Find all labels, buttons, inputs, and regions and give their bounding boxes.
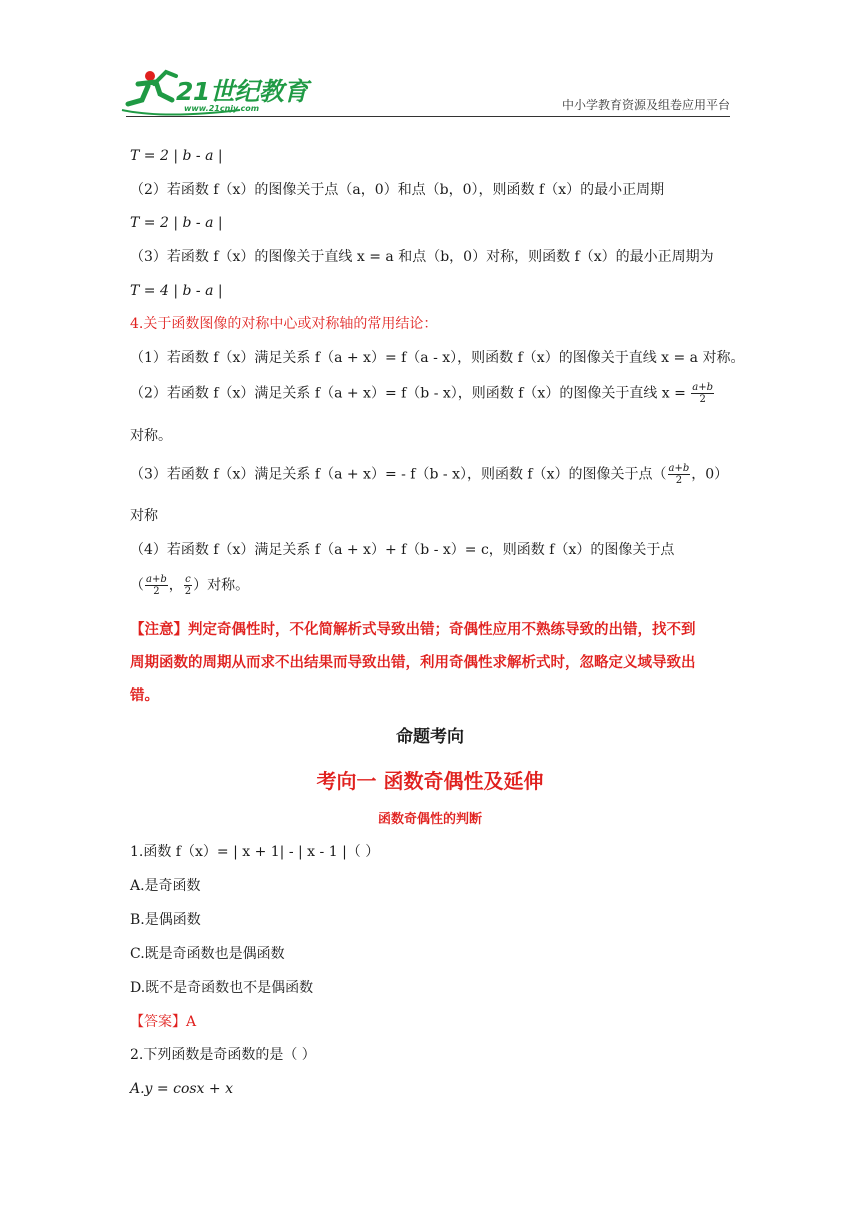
text-line: T = 2 | b - a | bbox=[130, 148, 223, 164]
question-2: 2.下列函数是奇函数的是（ ） bbox=[130, 1047, 316, 1063]
text-line: T = 4 | b - a | bbox=[130, 283, 223, 299]
fraction-a-plus-b-over-2: $\frac{a+b}{2}$ bbox=[668, 463, 690, 486]
conclusion-2-text: （2）若函数 f（x）满足关系 f（a + x）= f（b - x），则函数 f（x）的图像关于直线 x = bbox=[130, 385, 686, 402]
text-line: （3）若函数 f（x）的图像关于直线 x = a 和点（b，0）对称，则函数 f（x）的最小正周期为 bbox=[130, 249, 714, 265]
question-1-option-a: A.是奇函数 bbox=[130, 878, 201, 894]
fraction-c-over-2: $\frac{c}{2}$ bbox=[184, 574, 192, 597]
question-1-option-c: C.既是奇函数也是偶函数 bbox=[130, 946, 285, 962]
conclusion-4: （4）若函数 f（x）满足关系 f（a + x）+ f（b - x）= c，则函数 f（x）的图像关于点 bbox=[130, 542, 675, 558]
section-title: 命题考向 bbox=[396, 727, 464, 747]
conclusion-3-end: 对称 bbox=[130, 508, 158, 524]
conclusion-2-end: 对称。 bbox=[130, 428, 172, 444]
section-heading-4: 4.关于函数图像的对称中心或对称轴的常用结论： bbox=[130, 316, 438, 332]
logo-url: www.21cnjy.com bbox=[184, 104, 260, 113]
page-header bbox=[0, 0, 860, 120]
conclusion-4-point: （ $\frac{a+b}{2}$ ， $\frac{c}{2}$ ）对称。 bbox=[130, 574, 250, 597]
conclusion-1: （1）若函数 f（x）满足关系 f（a + x）= f（a - x），则函数 f（x）的图像关于直线 x = a 对称。 bbox=[130, 350, 745, 366]
conclusion-3: （3）若函数 f（x）满足关系 f（a + x）= - f（b - x），则函数 f（x）的图像关于点（ $\frac{a+b}{2}$ ，0） bbox=[130, 463, 729, 486]
conclusion-3-text: （3）若函数 f（x）满足关系 f（a + x）= - f（b - x），则函数 f（x）的图像关于点（ bbox=[130, 466, 667, 483]
section-subsubtitle: 函数奇偶性的判断 bbox=[377, 812, 482, 827]
question-2-option-a: A.y = cosx + x bbox=[130, 1081, 233, 1097]
note-line-2: 周期函数的周期从而求不出结果而导致出错，利用奇偶性求解析式时，忽略定义域导致出 bbox=[130, 655, 696, 671]
header-divider bbox=[126, 116, 730, 117]
conclusion-2 bbox=[130, 382, 715, 405]
note-line-3: 错。 bbox=[130, 688, 159, 704]
text-line: （2）若函数 f（x）的图像关于点（a，0）和点（b，0），则函数 f（x）的最小正周期 bbox=[130, 182, 665, 198]
note-line-1: 【注意】判定奇偶性时，不化简解析式导致出错；奇偶性应用不熟练导致的出错，找不到 bbox=[130, 622, 696, 638]
question-1-answer: 【答案】A bbox=[130, 1014, 197, 1030]
platform-label: 中小学教育资源及组卷应用平台 bbox=[561, 98, 730, 112]
section-subtitle: 考向一 函数奇偶性及延伸 bbox=[316, 769, 544, 793]
fraction-a-plus-b-over-2: $\frac{a+b}{2}$ bbox=[146, 574, 167, 597]
question-1-option-b: B.是偶函数 bbox=[130, 912, 201, 928]
fraction-a-plus-b-over-2: $\frac{a+b}{2}$ bbox=[692, 382, 714, 405]
logo-text: 21世纪教育 bbox=[176, 77, 308, 106]
text-line: T = 2 | b - a | bbox=[130, 215, 223, 231]
question-1-option-d: D.既不是奇函数也不是偶函数 bbox=[130, 980, 314, 996]
question-1: 1.函数 f（x）= | x + 1| - | x - 1 |（ ） bbox=[130, 844, 380, 860]
